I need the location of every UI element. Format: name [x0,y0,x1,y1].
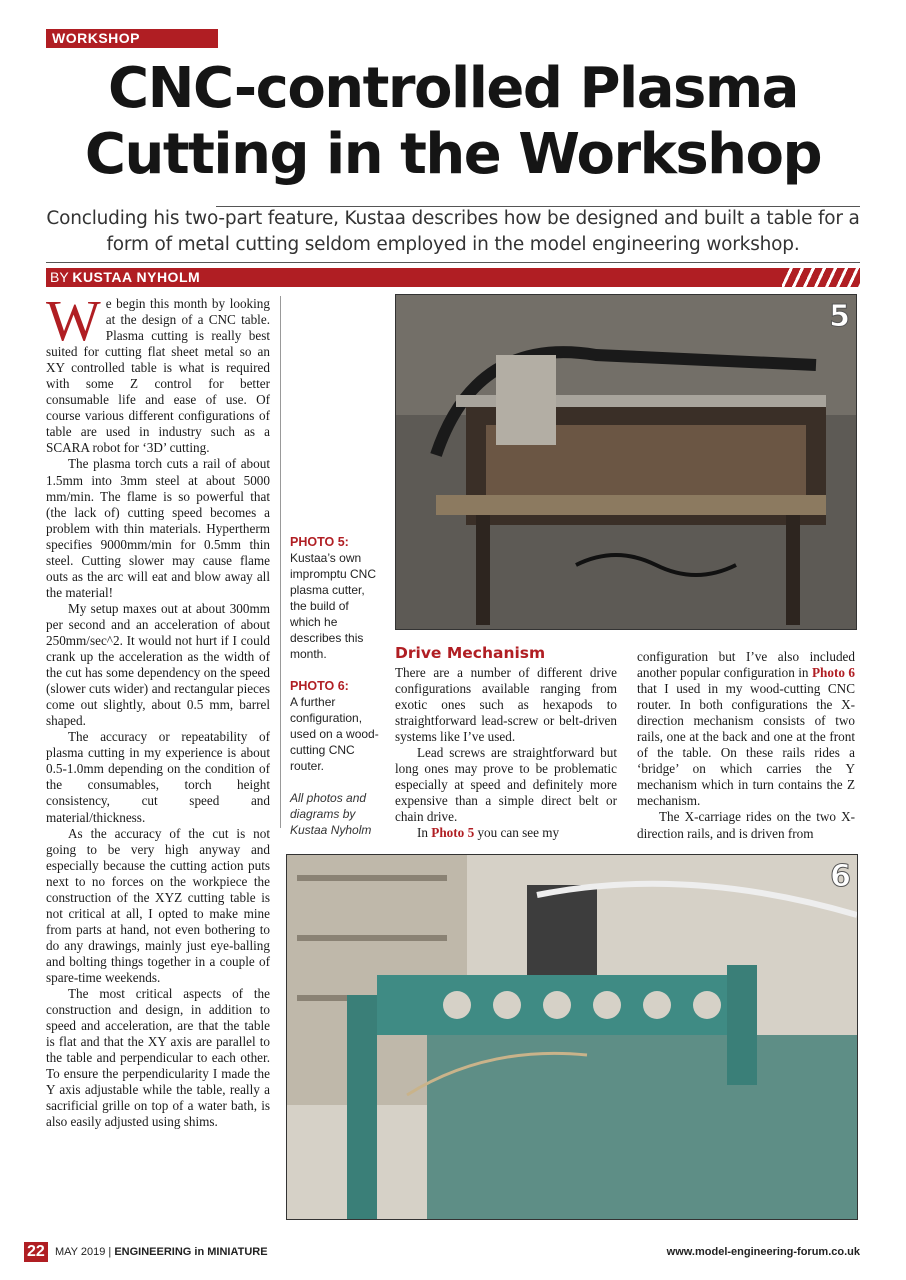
col1-paragraph-1 [46,288,270,456]
column-2 [395,665,617,842]
photo-5-plasma-cutter [395,294,857,630]
photo-6-number: 6 [830,859,851,894]
footer-website: www.model-engineering-forum.co.uk [666,1246,860,1258]
photo-credit: All photos and diagrams by Kustaa Nyholm [290,791,372,837]
subhead-drive-mechanism: Drive Mechanism [395,644,546,662]
photo-6-illustration [287,855,857,1219]
col3-paragraph-2: The X-carriage rides on the two X-direction rails, and is driven from [637,809,855,841]
footer [0,1240,906,1264]
headline-line-1: CNC-controlled Plasma [108,56,798,121]
col3-paragraph-1 [637,649,855,809]
standfirst-bottom-rule [46,262,860,263]
byline-author: KUSTAA NYHOLM [72,269,201,285]
headline-line-2: Cutting in the Workshop [84,122,822,187]
col1-paragraph-2: The plasma torch cuts a rail of about 1.5mm into 3mm steel at about 5000 mm/min. The flame is so powerful that (the lack of) cutting speed becomes a problem with thin materials. Hypertherm specifies 9000mm/min for 0.5mm thin steel. Cutting slower may cause flame outs as the arc will eat and blow away all the material! [46,456,270,600]
photo-6-caption-label: PHOTO 6: [290,679,349,693]
photo-6-caption [290,678,380,774]
photo-5-caption-text: Kustaa’s own impromptu CNC plasma cutter, the build of which he describes this month. [290,551,377,661]
col1-paragraph-5: As the accuracy of the cut is not going to be very high anyway and especially because the cutting action puts next to no forces on the workpiece the construction of the XYZ cutting table is not critical at all, I opted to make mine from parts at hand, not even bothering to do any drawings, mainly just eye-balling and bolting things together in a couple of spare-time weekends. [46,825,270,985]
footer-mag-part2: MINIATURE [207,1246,268,1258]
col1-p1-text: e begin this month by looking at the design of a CNC table. Plasma cutting is really best suited for cutting flat sheet metal so an XY controlled table is what is required with some Z control for better consumable life and ease of use. Of course various different configurations of table are used in industry such as a SCARA robot for ‘3D’ cutting. [46,296,270,456]
drop-cap: W [46,288,101,353]
footer-mag-in: in [191,1246,208,1258]
byline-stripes [782,268,860,287]
photo-6-reference: Photo 6 [811,665,855,681]
column-3 [637,649,855,842]
col2-p3-after: you can see my [474,825,560,841]
headline [40,56,866,188]
page-number: 22 [24,1242,48,1262]
photo-6-caption-text: A further configuration, used on a wood-cutting CNC router. [290,695,379,773]
photo-5-reference: Photo 5 [431,825,475,841]
photo-5-number: 5 [829,299,850,334]
byline [46,268,860,287]
col2-paragraph-2: Lead screws are straightforward but long ones may prove to be problematic especially at speed and definitely more expensive than a simple direct belt or chain drive. [395,745,617,825]
section-tag: WORKSHOP [46,29,218,48]
footer-date: MAY 2019 [55,1246,106,1258]
col2-p3-before: In [417,825,432,841]
col2-paragraph-1: There are a number of different drive configurations available ranging from exotic ones such as hexapods to straightforward lead-screw or belt-driven systems like I’ve used. [395,665,617,745]
footer-separator: | [105,1246,115,1258]
standfirst: Concluding his two-part feature, Kustaa describes how be designed and built a table for a form of metal cutting seldom employed in the model engineering workshop. [46,208,860,255]
col3-p1-before: configuration but I’ve also included another popular configuration in [637,649,855,681]
col1-paragraph-6: The most critical aspects of the construction and design, in addition to speed and acceleration, are that the table is flat and that the XY axis are parallel to the table and perpendicular to each other. To ensure the perpendicularity I made the Y axis adjustable while the table, really a sacrificial grille on top of a water bath, is also easily adjusted using shims. [46,986,270,1130]
photo-5-illustration [396,295,856,629]
footer-issue [55,1244,268,1260]
photo-6-cnc-router [286,854,858,1220]
col3-p1-after: that I used in my wood-cutting CNC router. In both configurations the X-direction mechanism consists of two rails, one at the back and one at the front of the table. On these rails rides a ‘bridge’ on which carries the Y mechanism which in turn contains the Z mechanism. [637,681,855,809]
col2-paragraph-3 [395,825,617,841]
footer-mag-part1: ENGINEERING [114,1246,192,1258]
column-divider [280,296,281,828]
column-1 [46,288,270,1130]
col1-paragraph-4: The accuracy or repeatability of plasma cutting in my experience is about 0.5-1.0mm depending on the condition of the consumables, torch height consistency, cut speed and material/thickness. [46,729,270,825]
col1-paragraph-3: My setup maxes out at about 300mm per second and an acceleration of about 250mm/sec^2. It would not hurt if I could crank up the acceleration as the width of the cut has some dependency on the speed (slower cuts wider) and rectangular pieces come out slightly, about 0.5 mm, barrel shaped. [46,600,270,729]
byline-prefix: BY [50,269,69,285]
photo-5-caption [290,534,380,662]
photo-5-caption-label: PHOTO 5: [290,535,349,549]
